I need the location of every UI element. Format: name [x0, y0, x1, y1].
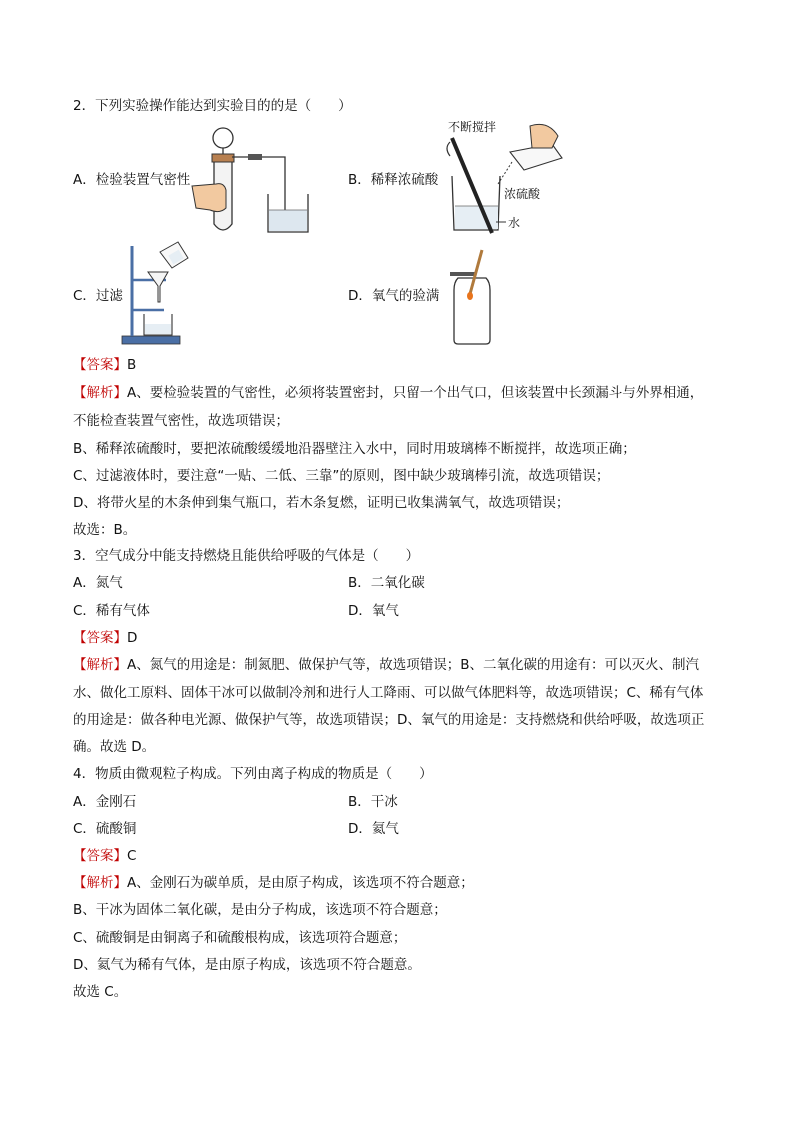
filtration-figure — [120, 240, 190, 346]
q2-conclusion: 故选：B。 — [73, 522, 137, 538]
q4-option-c: C．硫酸铜 — [73, 821, 137, 837]
oxygen-test-figure — [448, 248, 498, 346]
q2-option-c: C．过滤 — [73, 288, 123, 304]
q4-answer: C — [127, 848, 137, 864]
q2-answer: B — [127, 357, 137, 373]
q3-option-c: C．稀有气体 — [73, 603, 150, 619]
question-2-stem: 2．下列实验操作能达到实验目的的是（ ） — [73, 98, 352, 114]
q4-analysis-line-1: 【解析】A、金刚石为碳单质，是由原子构成，该选项不符合题意； — [73, 875, 474, 891]
dilute-acid-figure — [440, 118, 570, 240]
q3-option-b: B．二氧化碳 — [348, 575, 425, 591]
q3-answer: D — [127, 630, 138, 646]
label-water: 水 — [508, 216, 521, 230]
q4-analysis-line-3: C、硫酸铜是由铜离子和硫酸根构成，该选项符合题意； — [73, 930, 407, 946]
q3-analysis-line-1: 【解析】A、氮气的用途是：制氮肥、做保护气等，故选项错误；B、二氧化碳的用途有：可以灭火、制汽 — [73, 657, 699, 673]
q4-option-b: B．干冰 — [348, 794, 398, 810]
analysis-tag: 【解析】 — [73, 875, 127, 891]
q2-analysis-line-5: D、将带火星的木条伸到集气瓶口，若木条复燃，证明已收集满氧气，故选项错误； — [73, 495, 570, 511]
q3-analysis-line-4: 确。故选 D。 — [73, 739, 156, 755]
q4-option-d: D．氦气 — [348, 821, 399, 837]
question-3-stem: 3．空气成分中能支持燃烧且能供给呼吸的气体是（ ） — [73, 548, 420, 564]
answer-tag: 【答案】 — [73, 357, 127, 373]
q2-analysis-line-2: 不能检查装置气密性，故选项错误； — [73, 413, 289, 429]
label-stir: 不断搅拌 — [448, 120, 497, 134]
answer-tag: 【答案】 — [73, 848, 127, 864]
q3-option-a: A．氮气 — [73, 575, 123, 591]
q2-option-b: B．稀释浓硫酸 — [348, 172, 439, 188]
q2-analysis-line-1: 【解析】A、要检验装置的气密性，必须将装置密封，只留一个出气口，但该装置中长颈漏斗与外界相通， — [73, 385, 704, 401]
q2-analysis-line-3: B、稀释浓硫酸时，要把浓硫酸缓缓地沿器壁注入水中，同时用玻璃棒不断搅拌，故选项正确； — [73, 441, 636, 457]
q3-answer-line — [73, 629, 137, 647]
q4-analysis-line-2: B、干冰为固体二氧化碳，是由分子构成，该选项不符合题意； — [73, 902, 447, 918]
q4-option-a: A．金刚石 — [73, 794, 137, 810]
q2-answer-line — [73, 356, 136, 374]
q2-option-a: A．检验装置气密性 — [73, 172, 191, 188]
q4-conclusion: 故选 C。 — [73, 984, 128, 1000]
label-acid: 浓硫酸 — [504, 187, 541, 201]
analysis-tag: 【解析】 — [73, 657, 127, 673]
q3-option-d: D．氧气 — [348, 603, 399, 619]
q2-option-d: D．氧气的验满 — [348, 288, 440, 304]
answer-tag: 【答案】 — [73, 630, 127, 646]
q2-analysis-line-4: C、过滤液体时，要注意“一贴、二低、三靠”的原则，图中缺少玻璃棒引流，故选项错误； — [73, 468, 610, 484]
q3-analysis-line-3: 的用途是：做各种电光源、做保护气等，故选项错误；D、氧气的用途是：支持燃烧和供给呼吸，故选项正 — [73, 712, 705, 728]
q4-analysis-line-4: D、氦气为稀有气体，是由原子构成，该选项不符合题意。 — [73, 957, 421, 973]
analysis-tag: 【解析】 — [73, 385, 127, 401]
apparatus-airtightness-figure — [190, 124, 320, 239]
q4-answer-line — [73, 847, 136, 865]
question-4-stem: 4．物质由微观粒子构成。下列由离子构成的物质是（ ） — [73, 766, 433, 782]
q3-analysis-line-2: 水、做化工原料、固体干冰可以做制冷剂和进行人工降雨、可以做气体肥料等，故选项错误；C、稀有气体 — [73, 685, 704, 701]
